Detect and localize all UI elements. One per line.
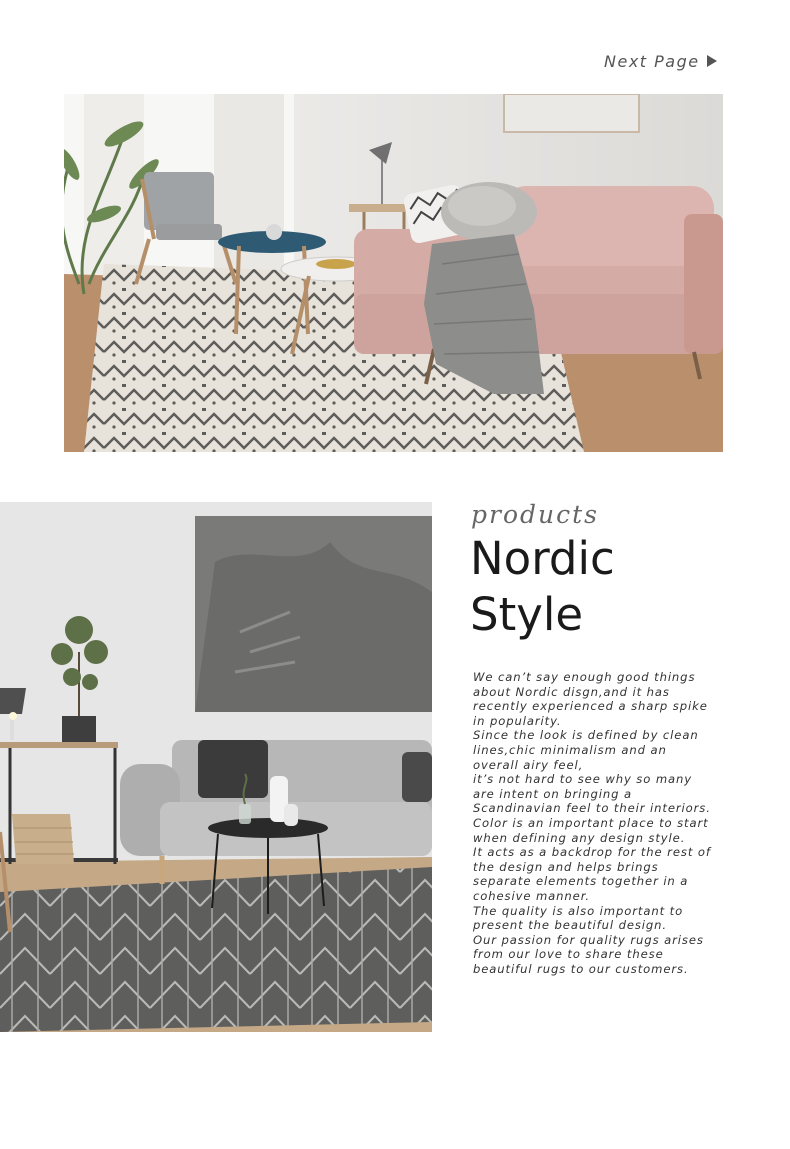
description-line: recently experienced a sharp spike [473,699,708,714]
section-title-line-2: Style [470,588,584,641]
section-description [473,670,773,976]
description-line: are intent on bringing a [473,786,633,801]
description-line: We can’t say enough good things [473,670,696,684]
description-line: about Nordic disgn,and it has [473,684,670,699]
description-line: in popularity. [473,713,562,728]
description-line: it’s not hard to see why so many [473,772,693,787]
description-line: separate elements together in a [473,874,689,889]
description-line: beautiful rugs to our customers. [473,961,689,976]
description-line: The quality is also important to [473,903,684,918]
section-title-line-1: Nordic [470,532,615,585]
description-line: from our love to share these [473,947,664,962]
next-page-link[interactable] [604,50,717,72]
living-room-photo-grey-sofa [0,502,432,1032]
description-line: cohesive manner. [473,888,590,903]
triangle-right-icon [707,55,717,67]
next-page-label: Next Page [604,51,700,71]
description-line: Since the look is defined by clean [473,728,699,743]
description-line: lines,chic minimalism and an [473,742,667,757]
description-line: Color is an important place to start [473,815,709,830]
section-eyebrow: products [471,500,599,529]
description-line: present the beautiful design. [473,918,668,933]
description-line: overall airy feel, [473,757,584,772]
description-line: Scandinavian feel to their interiors. [473,801,711,816]
description-line: It acts as a backdrop for the rest of [473,845,711,860]
description-line: when defining any design style. [473,830,686,845]
description-line: Our passion for quality rugs arises [473,932,704,947]
description-line: the design and helps brings [473,859,659,874]
living-room-photo-pink-sofa [64,94,723,452]
